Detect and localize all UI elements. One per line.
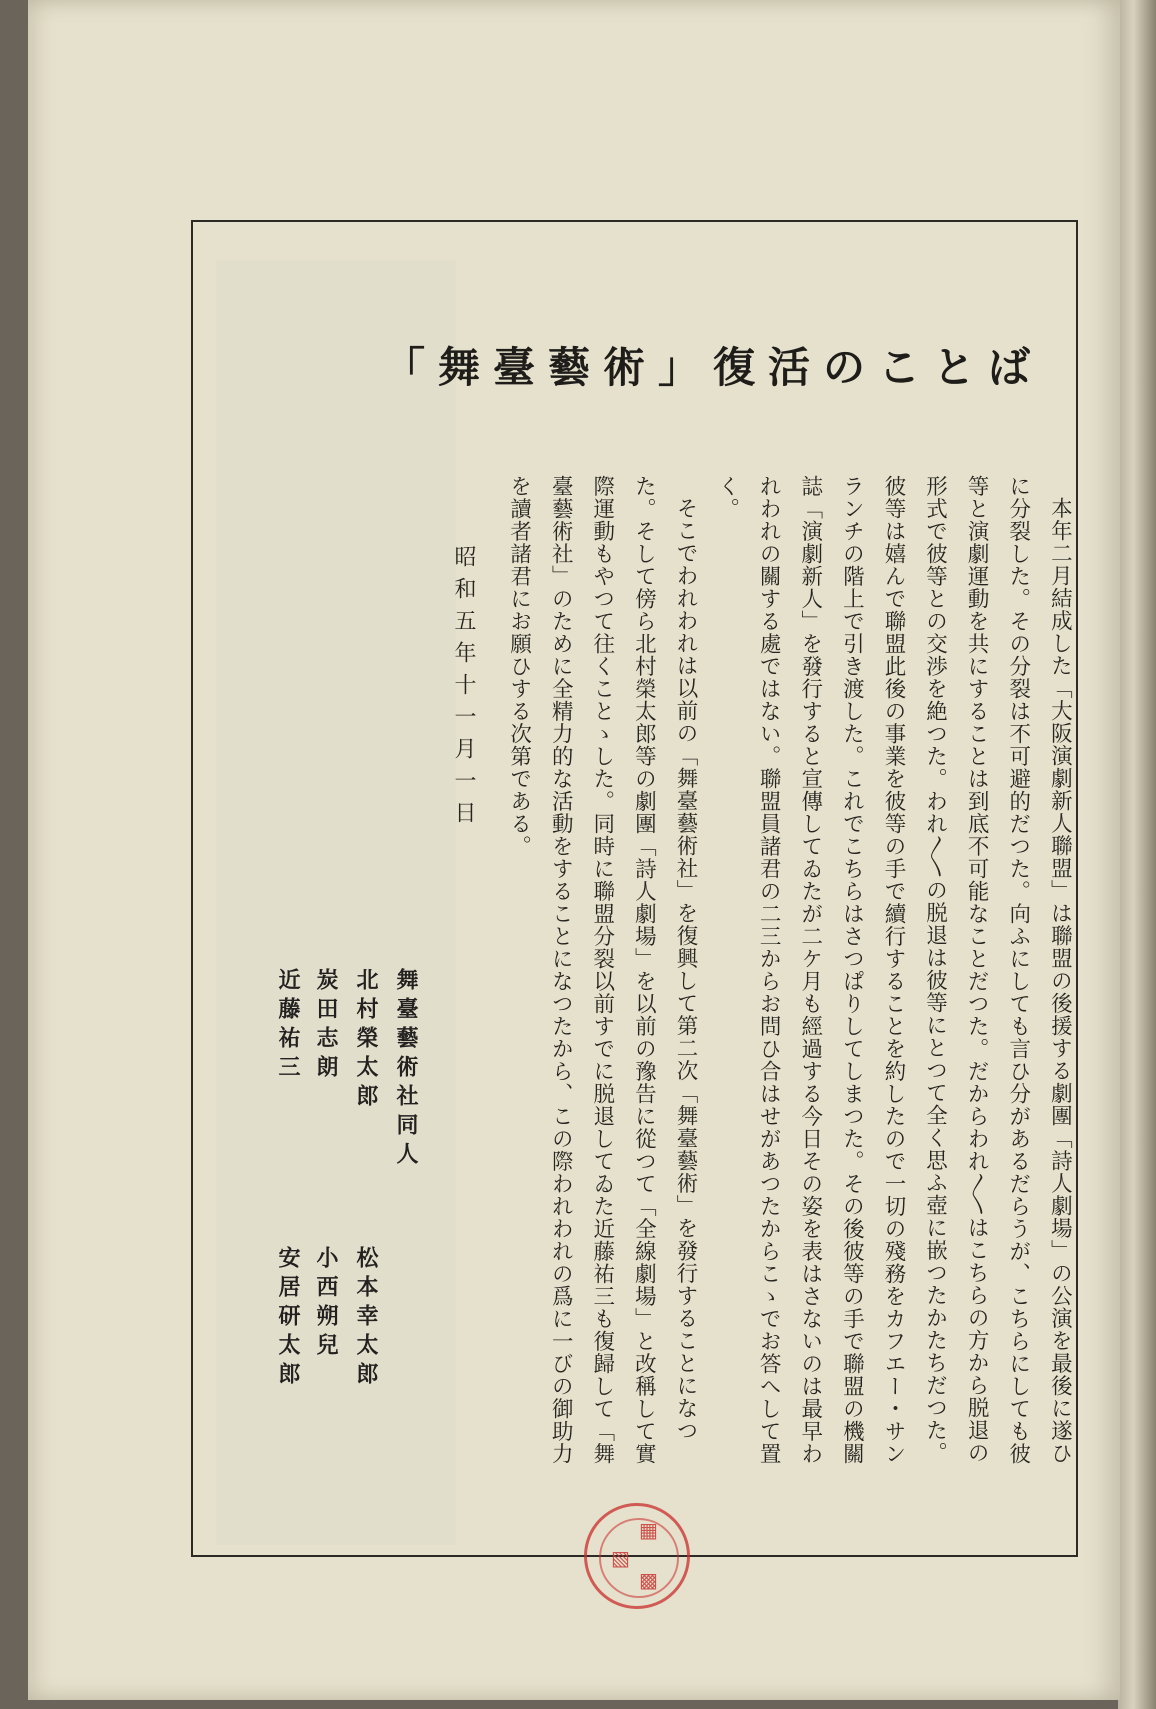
book-spine-edge bbox=[1118, 0, 1156, 1709]
signature-name: 松本幸太郎 bbox=[353, 1246, 378, 1391]
signature-name: 安居研太郎 bbox=[275, 1246, 300, 1391]
body-paragraph-2: そこでわれわれは以前の「舞臺藝術社」を復興して第二次「舞臺藝術」を發行することになつた。そして傍ら北村榮太郎等の劇團「詩人劇場」を以前の豫告に從つて「全線劇場」と改稱して實際運動もやつて往くことゝした。同時に聯盟分裂以前すでに脱退してゐた近藤祐三も復歸して「舞臺藝術社」のために全精力的な活動をすることになつたから、この際われわれの爲に一びの御助力を讀者諸君にお願ひする次第である。 bbox=[506, 475, 698, 1465]
signature-name: 小西朔兒 bbox=[313, 1246, 338, 1362]
body-text bbox=[498, 475, 1080, 1465]
date-line: 昭和五年十一月一日 bbox=[451, 545, 476, 833]
book-page bbox=[28, 0, 1120, 1700]
signature-organization: 舞臺藝術社同人 bbox=[393, 968, 418, 1171]
signature-name: 近藤祐三 bbox=[275, 968, 300, 1084]
signature-name: 炭田志朗 bbox=[313, 968, 338, 1084]
red-seal-stamp-icon: ▦ ▧ ▩ bbox=[584, 1503, 690, 1609]
signature-name: 北村榮太郎 bbox=[353, 968, 378, 1113]
page-title: 「舞臺藝術」復活のことば bbox=[383, 343, 1044, 392]
body-paragraph-1: 本年二月結成した「大阪演劇新人聯盟」は聯盟の後援する劇團「詩人劇場」の公演を最後に遂ひに分裂した。その分裂は不可避的だつた。向ふにしても言ひ分があるだらうが、こちらにしても彼等と演劇運動を共にすることは到底不可能なことだつた。だからわれ〳〵はこちらの方から脱退の形式で彼等との交渉を絶つた。われ〳〵の脱退は彼等にとつて全く思ふ壺に嵌つたかたちだつた。彼等は嬉んで聯盟此後の事業を彼等の手で續行することを約したので一切の殘務をカフエー・サンランチの階上で引き渡した。これでこちらはさつぱりしてしまつた。その後彼等の手で聯盟の機關誌「演劇新人」を發行すると宣傳してゐたが二ケ月も經過する今日その姿を表はさないのは最早われわれの關する處ではない。聯盟員諸君の二三からお問ひ合はせがあつたからこゝでお答へして置く。 bbox=[714, 475, 1073, 1465]
